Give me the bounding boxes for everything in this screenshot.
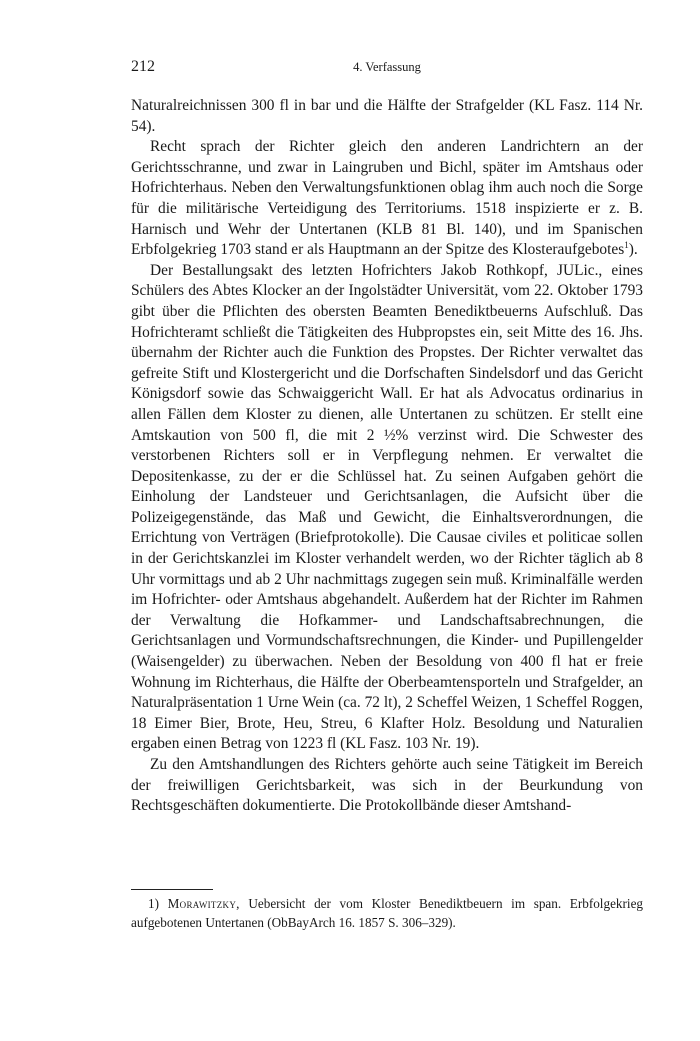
running-head: 4. Verfassung xyxy=(353,60,421,74)
paragraph-2-text: Recht sprach der Richter gleich den anderen Landrichtern an der Gerichtsschranne, und zwar in Laingruben und Bichl, später im Amtshaus oder Hofrichterhaus. Neben den Verwaltungsfunktionen oblag ihm auch noch die Sorge für die militärische Verteidigung des Territoriums. 1518 inspizierte er z. B. Harnisch und Wehr der Untertanen (KLB 81 Bl. 140), und im Spanischen Erbfolgekrieg 1703 stand er als Hauptmann an der Spitze des Klosteraufgebotes xyxy=(131,138,643,259)
footnote-reference[interactable]: 1 xyxy=(624,240,629,251)
page-header xyxy=(131,58,643,80)
paragraph-2-end: ). xyxy=(628,241,638,259)
paragraph-3: Der Bestallungsakt des letzten Hofrichters Jakob Rothkopf, JULic., eines Schülers des Abtes Klocker an der Ingolstädter Universität, vom 22. Oktober 1793 gibt über die Pflichten des obersten Beamten Benediktbeuerns Aufschluß. Das Hofrichteramt schließt die Tätigkeiten des Hubpropstes ein, seit Mitte des 16. Jhs. übernahm der Richter auch die Funktion des Propstes. Der Richter verwaltet das gefreite Stift und Klostergericht und die Dorfschaften Sindelsdorf und das Gericht Königsdorf sowie das Schwaiggericht Wall. Er hat als Advocatus ordinarius in allen Fällen dem Kloster zu dienen, alle Untertanen zu schützen. Er stellt eine Amtskaution von 500 fl, die mit 2 ½% verzinst wird. Die Schwester des verstorbenen Richters soll er in Verpflegung nehmen. Er verwaltet die Depositenkasse, zu der er die Schlüssel hat. Zu seinen Aufgaben gehört die Einholung der Landsteuer und Gerichtsanlagen, die Aufsicht über die Polizeigegenstände, das Maß und Gewicht, die Einhaltsverordnungen, die Errichtung von Verträgen (Briefprotokolle). Die Causae civiles et politicae sollen in der Gerichtskanzlei im Kloster verhandelt werden, wo der Richter täglich ab 8 Uhr vormittags und ab 2 Uhr nachmittags zugegen sein muß. Kriminalfälle werden im Hofrichter- oder Amtshaus abgehandelt. Außerdem hat der Richter im Rahmen der Verwaltung die Hofkammer- und Landschaftsabrechnungen, die Gerichtsanlagen und Vormundschaftsrechnungen, die Kinder- und Pupillengelder (Waisengelder) zu überwachen. Neben der Besoldung von 400 fl hat er freie Wohnung im Richterhaus, die Hälfte der Oberbeamtensporteln und Strafgelder, an Naturalpräsentation 1 Urne Wein (ca. 72 lt), 2 Scheffel Weizen, 1 Scheffel Roggen, 18 Eimer Bier, Brote, Heu, Streu, 6 Klafter Holz. Besoldung und Naturalien ergaben einen Betrag von 1223 fl (KL Fasz. 103 Nr. 19). xyxy=(131,261,643,753)
footnote xyxy=(131,895,643,932)
footnote-text: Uebersicht der vom Kloster Benediktbeuern im span. Erbfolgekrieg aufgebotenen Untertanen (ObBayArch 16. 1857 S. 306–329). xyxy=(131,896,644,930)
footnote-marker: 1) xyxy=(148,896,159,911)
paragraph-4: Zu den Amtshandlungen des Richters gehörte auch seine Tätigkeit im Bereich der freiwilligen Gerichtsbarkeit, was sich in der Beurkundung von Rechtsgeschäften dokumentierte. Die Protokollbände dieser Amtshand- xyxy=(131,756,643,815)
page-number: 212 xyxy=(131,58,155,75)
paragraph-1: Naturalreichnissen 300 fl in bar und die Hälfte der Strafgelder (KL Fasz. 114 Nr. 54). xyxy=(131,97,643,135)
footnote-divider xyxy=(131,889,213,890)
paragraph-2 xyxy=(131,137,643,261)
footnote-author: Morawitzky, xyxy=(167,896,240,911)
body-text xyxy=(131,96,643,817)
